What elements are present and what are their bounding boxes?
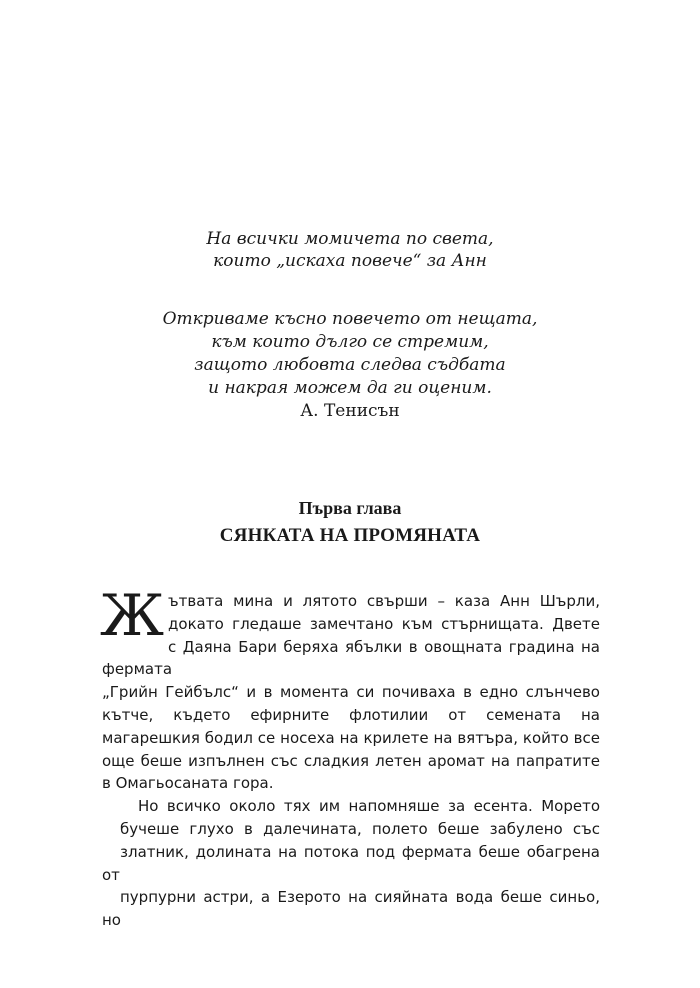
chapter-title: СЯНКАТА НА ПРОМЯНАТА [219, 525, 481, 546]
text-line: „Грийн Гейбълс“ и в момента си почиваха в едно слънчево [102, 683, 600, 702]
text-line: докато гледаше замечтано към стърнищата. Двете [168, 614, 600, 633]
dedication-line: които „искаха повече“ за Анн [213, 251, 487, 271]
epigraph-attribution: А. Тенисън [300, 401, 400, 421]
text-line: още беше изпълнен със сладкия летен аромат на папратите [102, 751, 600, 770]
epigraph-line: и накрая можем да ги оценим. [208, 378, 492, 398]
text-line: с Даяна Бари беряха ябълки в овощната градина на фермата [102, 637, 600, 679]
text-line: магарешкия бодил се носеха на крилете на вятъра, който все [102, 728, 600, 747]
chapter-label: Първа глава [298, 498, 402, 518]
text-line: кътче, където ефирните флотилии от семената на [102, 705, 600, 724]
chapter-body [100, 583, 600, 932]
text-line: пурпурни астри, а Езерото на сияйната вода беше синьо, но [102, 888, 600, 930]
dedication [0, 228, 700, 272]
dedication-line: На всички момичета по света, [206, 229, 494, 249]
paragraph [102, 795, 600, 932]
epigraph [0, 308, 700, 400]
epigraph-line: към които дълго се стремим, [211, 332, 489, 352]
epigraph-line: Откриваме късно повечето от нещата, [162, 309, 538, 329]
text-line: ътвата мина и лятото свърши – каза Анн Шърли, [168, 592, 600, 610]
drop-cap: Ж [100, 583, 165, 649]
text-line: в Омагьосаната гора. [102, 774, 274, 793]
epigraph-line: защото любовта следва съдбата [194, 355, 506, 375]
text-line: бучеше глухо в далечината, полето беше забулено със [120, 819, 600, 838]
text-line: Но всичко около тях им напомняше за есента. Морето [138, 797, 600, 816]
paragraph [100, 583, 600, 795]
text-line: златник, долината на потока под фермата беше обагрена от [102, 842, 600, 884]
